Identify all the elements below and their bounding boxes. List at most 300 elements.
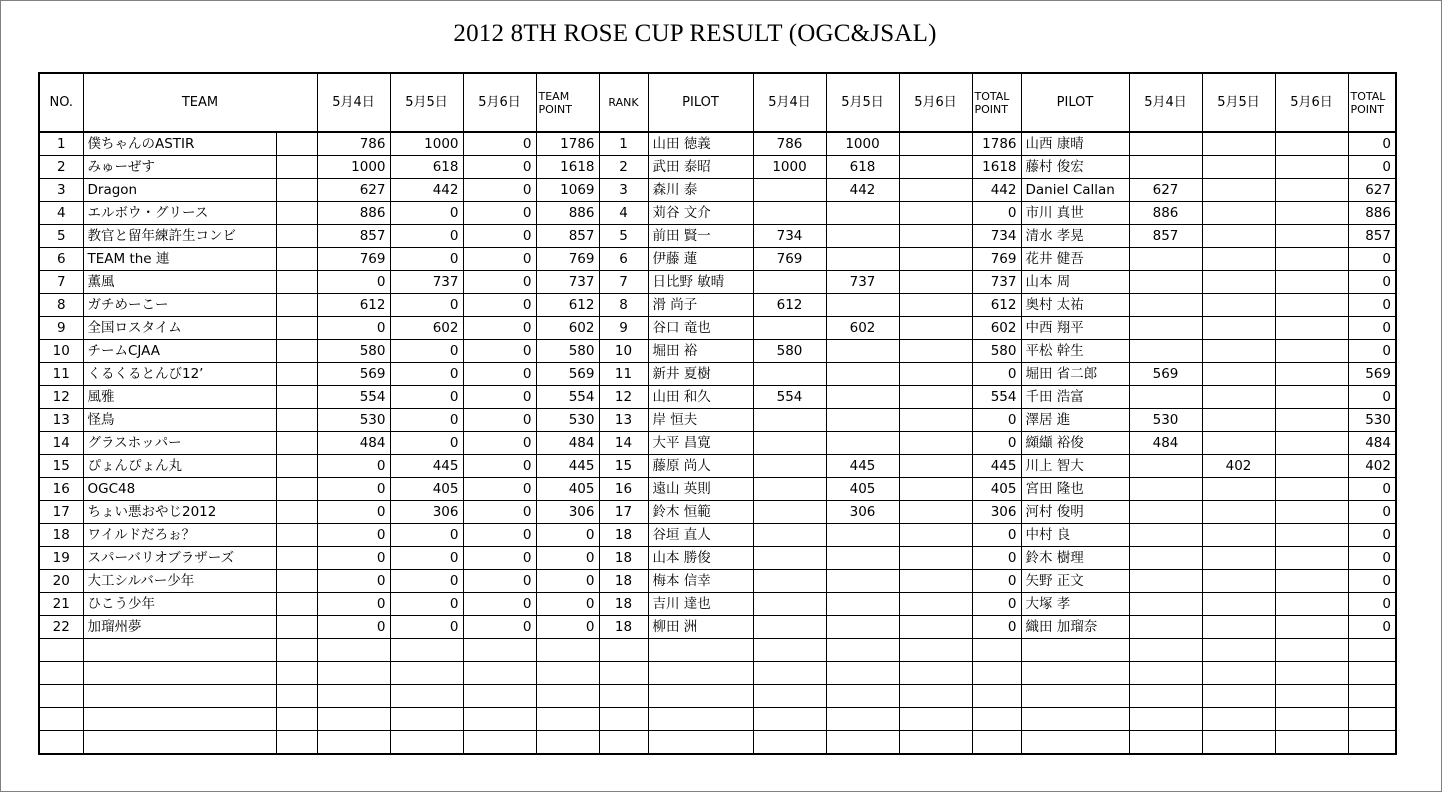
- rank: [599, 662, 648, 685]
- pilot2-day3: [1275, 593, 1348, 616]
- team-day1: 769: [317, 248, 390, 271]
- pilot1-total: 734: [972, 225, 1021, 248]
- pilot1-day2: 442: [826, 179, 899, 202]
- pilot1-day3: [899, 432, 972, 455]
- pilot1-day1: [753, 639, 826, 662]
- pilot1-total: 442: [972, 179, 1021, 202]
- team-name: [83, 708, 276, 731]
- team-day3: 0: [463, 593, 536, 616]
- team-day3: 0: [463, 294, 536, 317]
- team-day3: 0: [463, 179, 536, 202]
- table-row: [39, 317, 1396, 340]
- pilot2-day1: 627: [1129, 179, 1202, 202]
- header-pilot-2: PILOT: [1021, 73, 1129, 132]
- rank: 6: [599, 248, 648, 271]
- team-spacer: [276, 478, 317, 501]
- team-day2: 737: [390, 271, 463, 294]
- row-no: 4: [39, 202, 83, 225]
- pilot2-total: 0: [1348, 156, 1396, 179]
- pilot2-name: [1021, 685, 1129, 708]
- table-row: [39, 294, 1396, 317]
- header-team-point-line2: POINT: [538, 102, 572, 116]
- header-pilot-1: PILOT: [648, 73, 753, 132]
- pilot1-day1: [753, 432, 826, 455]
- pilot1-name: 前田 賢一: [648, 225, 753, 248]
- pilot1-total: 580: [972, 340, 1021, 363]
- pilot1-day3: [899, 271, 972, 294]
- pilot2-day1: [1129, 294, 1202, 317]
- pilot1-total: 0: [972, 409, 1021, 432]
- pilot2-day2: [1202, 202, 1275, 225]
- team-spacer: [276, 685, 317, 708]
- table-row: [39, 340, 1396, 363]
- pilot2-total: 0: [1348, 340, 1396, 363]
- team-day2: 0: [390, 547, 463, 570]
- pilot2-day3: [1275, 363, 1348, 386]
- pilot2-name: 宮田 隆也: [1021, 478, 1129, 501]
- pilot1-name: 谷垣 直人: [648, 524, 753, 547]
- pilot1-day3: [899, 156, 972, 179]
- pilot1-total: 0: [972, 547, 1021, 570]
- team-day3: [463, 639, 536, 662]
- pilot1-day1: [753, 455, 826, 478]
- pilot2-day2: [1202, 409, 1275, 432]
- team-day1: 484: [317, 432, 390, 455]
- team-day3: 0: [463, 432, 536, 455]
- pilot1-day2: [826, 685, 899, 708]
- pilot1-total: [972, 708, 1021, 731]
- team-day2: 442: [390, 179, 463, 202]
- pilot2-total: 0: [1348, 616, 1396, 639]
- team-spacer: [276, 731, 317, 755]
- pilot2-total: 857: [1348, 225, 1396, 248]
- pilot1-day3: [899, 225, 972, 248]
- team-spacer: [276, 547, 317, 570]
- pilot1-day1: 580: [753, 340, 826, 363]
- pilot2-day2: [1202, 501, 1275, 524]
- pilot2-total: 0: [1348, 294, 1396, 317]
- team-spacer: [276, 179, 317, 202]
- row-no: 9: [39, 317, 83, 340]
- team-day3: 0: [463, 547, 536, 570]
- pilot1-day1: [753, 501, 826, 524]
- pilot2-day2: [1202, 225, 1275, 248]
- pilot1-name: 梅本 信幸: [648, 570, 753, 593]
- team-day2: 618: [390, 156, 463, 179]
- rank: 13: [599, 409, 648, 432]
- row-no: [39, 708, 83, 731]
- pilot2-name: 山本 周: [1021, 271, 1129, 294]
- pilot2-day3: [1275, 294, 1348, 317]
- pilot1-day2: 618: [826, 156, 899, 179]
- team-day1: 569: [317, 363, 390, 386]
- team-day1: 612: [317, 294, 390, 317]
- team-name: 全国ロスタイム: [83, 317, 276, 340]
- team-day3: 0: [463, 616, 536, 639]
- pilot1-day3: [899, 731, 972, 755]
- pilot2-day2: [1202, 524, 1275, 547]
- team-spacer: [276, 363, 317, 386]
- rank: [599, 708, 648, 731]
- team-name: [83, 639, 276, 662]
- pilot1-day2: 602: [826, 317, 899, 340]
- pilot2-total: 0: [1348, 386, 1396, 409]
- team-day3: [463, 662, 536, 685]
- team-day3: 0: [463, 570, 536, 593]
- pilot2-day3: [1275, 501, 1348, 524]
- team-day2: 0: [390, 340, 463, 363]
- team-point: 0: [536, 570, 599, 593]
- team-point: [536, 731, 599, 755]
- pilot2-total: 569: [1348, 363, 1396, 386]
- pilot1-total: 0: [972, 524, 1021, 547]
- pilot1-name: 武田 泰昭: [648, 156, 753, 179]
- pilot1-day3: [899, 248, 972, 271]
- pilot1-name: 森川 泰: [648, 179, 753, 202]
- pilot1-day1: [753, 731, 826, 755]
- team-spacer: [276, 225, 317, 248]
- pilot2-day3: [1275, 731, 1348, 755]
- row-no: [39, 639, 83, 662]
- team-name: 加瑠州夢: [83, 616, 276, 639]
- pilot2-day1: 484: [1129, 432, 1202, 455]
- team-day1: [317, 731, 390, 755]
- pilot1-day2: [826, 616, 899, 639]
- pilot1-day2: [826, 225, 899, 248]
- rank: 18: [599, 593, 648, 616]
- team-day1: 0: [317, 547, 390, 570]
- rank: 18: [599, 524, 648, 547]
- pilot2-name: Daniel Callan: [1021, 179, 1129, 202]
- team-day2: 0: [390, 570, 463, 593]
- pilot2-day1: [1129, 547, 1202, 570]
- pilot1-total: 612: [972, 294, 1021, 317]
- pilot2-total: [1348, 639, 1396, 662]
- header-pilot2-total: [1348, 73, 1396, 132]
- pilot1-day3: [899, 179, 972, 202]
- pilot1-total: [972, 662, 1021, 685]
- team-day2: 0: [390, 524, 463, 547]
- pilot1-total: 602: [972, 317, 1021, 340]
- team-spacer: [276, 455, 317, 478]
- team-day3: 0: [463, 156, 536, 179]
- pilot2-day3: [1275, 547, 1348, 570]
- header-pilot1-day3: 5月6日: [899, 73, 972, 132]
- pilot2-name: 藤村 俊宏: [1021, 156, 1129, 179]
- pilot1-day2: [826, 639, 899, 662]
- pilot1-day2: [826, 432, 899, 455]
- team-day3: 0: [463, 501, 536, 524]
- team-day2: [390, 685, 463, 708]
- rank: 5: [599, 225, 648, 248]
- pilot1-day2: 737: [826, 271, 899, 294]
- pilot1-name: 日比野 敏晴: [648, 271, 753, 294]
- pilot2-day1: [1129, 455, 1202, 478]
- pilot2-total: 0: [1348, 570, 1396, 593]
- team-day2: 602: [390, 317, 463, 340]
- pilot1-total: 0: [972, 363, 1021, 386]
- pilot1-day3: [899, 501, 972, 524]
- pilot2-day3: [1275, 225, 1348, 248]
- pilot1-total: 0: [972, 570, 1021, 593]
- pilot1-name: [648, 662, 753, 685]
- team-day3: 0: [463, 478, 536, 501]
- pilot2-day1: [1129, 662, 1202, 685]
- team-name: TEAM the 連: [83, 248, 276, 271]
- rank: 10: [599, 340, 648, 363]
- team-day3: 0: [463, 409, 536, 432]
- pilot1-total: 1618: [972, 156, 1021, 179]
- pilot2-name: 奥村 太祐: [1021, 294, 1129, 317]
- team-spacer: [276, 248, 317, 271]
- header-pilot1-day2: 5月5日: [826, 73, 899, 132]
- pilot2-total: 886: [1348, 202, 1396, 225]
- rank: 9: [599, 317, 648, 340]
- team-point: 886: [536, 202, 599, 225]
- pilot1-total: 0: [972, 616, 1021, 639]
- pilot2-total: 0: [1348, 524, 1396, 547]
- row-no: 19: [39, 547, 83, 570]
- header-pilot2-total-line1: TOTAL: [1350, 89, 1386, 103]
- table-row: [39, 363, 1396, 386]
- team-day1: 886: [317, 202, 390, 225]
- pilot1-day2: [826, 570, 899, 593]
- header-pilot1-total-line2: POINT: [974, 102, 1008, 116]
- team-day2: 0: [390, 248, 463, 271]
- pilot1-day2: [826, 386, 899, 409]
- pilot1-name: 谷口 竜也: [648, 317, 753, 340]
- pilot2-day3: [1275, 248, 1348, 271]
- team-name: グラスホッパー: [83, 432, 276, 455]
- pilot1-day2: [826, 662, 899, 685]
- pilot2-day3: [1275, 132, 1348, 156]
- pilot2-name: [1021, 731, 1129, 755]
- team-day1: 0: [317, 317, 390, 340]
- team-day2: 0: [390, 202, 463, 225]
- pilot1-day1: [753, 616, 826, 639]
- pilot1-day2: [826, 363, 899, 386]
- rank: 17: [599, 501, 648, 524]
- team-name: チームCJAA: [83, 340, 276, 363]
- team-point: 769: [536, 248, 599, 271]
- team-name: スパーバリオブラザーズ: [83, 547, 276, 570]
- pilot1-name: 大平 昌寛: [648, 432, 753, 455]
- team-spacer: [276, 386, 317, 409]
- team-point: 1069: [536, 179, 599, 202]
- team-day3: 0: [463, 524, 536, 547]
- pilot2-day1: [1129, 386, 1202, 409]
- pilot2-name: 山西 康晴: [1021, 132, 1129, 156]
- pilot1-day2: [826, 731, 899, 755]
- team-spacer: [276, 593, 317, 616]
- pilot2-day1: [1129, 708, 1202, 731]
- pilot2-day1: 886: [1129, 202, 1202, 225]
- team-day1: 580: [317, 340, 390, 363]
- row-no: 16: [39, 478, 83, 501]
- pilot1-total: 405: [972, 478, 1021, 501]
- team-name: エルボウ・グリース: [83, 202, 276, 225]
- team-day1: [317, 685, 390, 708]
- pilot1-day2: [826, 294, 899, 317]
- pilot2-day3: [1275, 639, 1348, 662]
- team-point: 530: [536, 409, 599, 432]
- pilot1-total: 0: [972, 202, 1021, 225]
- pilot2-day1: [1129, 340, 1202, 363]
- pilot2-total: [1348, 685, 1396, 708]
- header-team-point-line1: TEAM: [538, 89, 570, 103]
- table-row: [39, 386, 1396, 409]
- pilot2-name: 千田 浩富: [1021, 386, 1129, 409]
- team-day3: 0: [463, 455, 536, 478]
- team-day3: 0: [463, 202, 536, 225]
- team-point: 602: [536, 317, 599, 340]
- team-spacer: [276, 317, 317, 340]
- row-no: 11: [39, 363, 83, 386]
- pilot1-day1: 734: [753, 225, 826, 248]
- pilot2-total: 0: [1348, 317, 1396, 340]
- team-point: 405: [536, 478, 599, 501]
- pilot1-day1: [753, 409, 826, 432]
- team-name: 大工シルバー少年: [83, 570, 276, 593]
- team-spacer: [276, 616, 317, 639]
- pilot1-day3: [899, 662, 972, 685]
- page-title: 2012 8TH ROSE CUP RESULT (OGC&JSAL): [453, 20, 937, 47]
- table-row: [39, 501, 1396, 524]
- pilot2-day2: [1202, 731, 1275, 755]
- team-name: ひこう少年: [83, 593, 276, 616]
- pilot2-day1: [1129, 524, 1202, 547]
- team-name: ぴょんぴょん丸: [83, 455, 276, 478]
- pilot2-day3: [1275, 386, 1348, 409]
- header-team-day2: 5月5日: [390, 73, 463, 132]
- header-team-day1: 5月4日: [317, 73, 390, 132]
- header-pilot2-day2: 5月5日: [1202, 73, 1275, 132]
- team-spacer: [276, 432, 317, 455]
- team-point: 0: [536, 547, 599, 570]
- pilot1-name: [648, 639, 753, 662]
- pilot1-day1: [753, 547, 826, 570]
- pilot1-day3: [899, 478, 972, 501]
- pilot2-day1: [1129, 317, 1202, 340]
- team-day2: 0: [390, 593, 463, 616]
- row-no: 20: [39, 570, 83, 593]
- pilot2-day2: [1202, 616, 1275, 639]
- pilot1-day1: 612: [753, 294, 826, 317]
- pilot1-total: [972, 685, 1021, 708]
- pilot1-day3: [899, 317, 972, 340]
- pilot1-day1: [753, 271, 826, 294]
- header-team-point: [536, 73, 599, 132]
- header-pilot1-day1: 5月4日: [753, 73, 826, 132]
- pilot2-day1: [1129, 271, 1202, 294]
- rank: 18: [599, 570, 648, 593]
- pilot2-day2: [1202, 363, 1275, 386]
- team-point: [536, 662, 599, 685]
- row-no: [39, 731, 83, 755]
- pilot2-day3: [1275, 616, 1348, 639]
- pilot2-day2: [1202, 248, 1275, 271]
- team-day2: [390, 639, 463, 662]
- pilot2-name: 平松 幹生: [1021, 340, 1129, 363]
- pilot1-day1: 786: [753, 132, 826, 156]
- pilot2-name: 織田 加瑠奈: [1021, 616, 1129, 639]
- header-team-day3: 5月6日: [463, 73, 536, 132]
- team-day2: 0: [390, 294, 463, 317]
- pilot1-day3: [899, 202, 972, 225]
- team-day2: 0: [390, 432, 463, 455]
- pilot2-total: 0: [1348, 478, 1396, 501]
- row-no: 8: [39, 294, 83, 317]
- pilot2-day3: [1275, 662, 1348, 685]
- pilot2-total: 530: [1348, 409, 1396, 432]
- pilot2-day3: [1275, 340, 1348, 363]
- team-point: 580: [536, 340, 599, 363]
- pilot1-day3: [899, 570, 972, 593]
- pilot2-day1: 530: [1129, 409, 1202, 432]
- pilot2-total: 0: [1348, 132, 1396, 156]
- pilot1-total: 737: [972, 271, 1021, 294]
- pilot1-day1: [753, 179, 826, 202]
- pilot1-total: 769: [972, 248, 1021, 271]
- pilot2-day2: [1202, 662, 1275, 685]
- rank: 12: [599, 386, 648, 409]
- pilot1-day3: [899, 294, 972, 317]
- table-row: [39, 708, 1396, 731]
- header-pilot2-day1: 5月4日: [1129, 73, 1202, 132]
- team-day2: 306: [390, 501, 463, 524]
- row-no: 12: [39, 386, 83, 409]
- results-body: [39, 132, 1396, 754]
- header-pilot2-total-line2: POINT: [1350, 102, 1384, 116]
- pilot1-name: 新井 夏樹: [648, 363, 753, 386]
- pilot1-day1: [753, 524, 826, 547]
- header-pilot1-total: [972, 73, 1021, 132]
- table-row: [39, 593, 1396, 616]
- team-name: 僕ちゃんのASTIR: [83, 132, 276, 156]
- pilot1-name: 柳田 洲: [648, 616, 753, 639]
- pilot2-day1: [1129, 156, 1202, 179]
- pilot2-day3: [1275, 432, 1348, 455]
- rank: [599, 685, 648, 708]
- pilot2-day1: [1129, 478, 1202, 501]
- row-no: 10: [39, 340, 83, 363]
- row-no: 21: [39, 593, 83, 616]
- pilot2-name: 大塚 孝: [1021, 593, 1129, 616]
- pilot2-total: 402: [1348, 455, 1396, 478]
- team-day2: 0: [390, 386, 463, 409]
- team-name: [83, 731, 276, 755]
- pilot1-day2: 445: [826, 455, 899, 478]
- pilot1-name: 岸 恒夫: [648, 409, 753, 432]
- pilot1-day2: [826, 202, 899, 225]
- team-day1: 0: [317, 271, 390, 294]
- pilot1-day1: [753, 363, 826, 386]
- pilot2-day3: [1275, 271, 1348, 294]
- pilot2-day1: [1129, 685, 1202, 708]
- pilot1-day2: [826, 524, 899, 547]
- pilot2-name: 矢野 正文: [1021, 570, 1129, 593]
- team-day3: 0: [463, 386, 536, 409]
- header-no: NO.: [39, 73, 83, 132]
- rank: 2: [599, 156, 648, 179]
- team-day3: 0: [463, 340, 536, 363]
- pilot1-total: 306: [972, 501, 1021, 524]
- table-row: [39, 271, 1396, 294]
- pilot1-day1: 554: [753, 386, 826, 409]
- rank: 16: [599, 478, 648, 501]
- team-spacer: [276, 570, 317, 593]
- team-day3: 0: [463, 132, 536, 156]
